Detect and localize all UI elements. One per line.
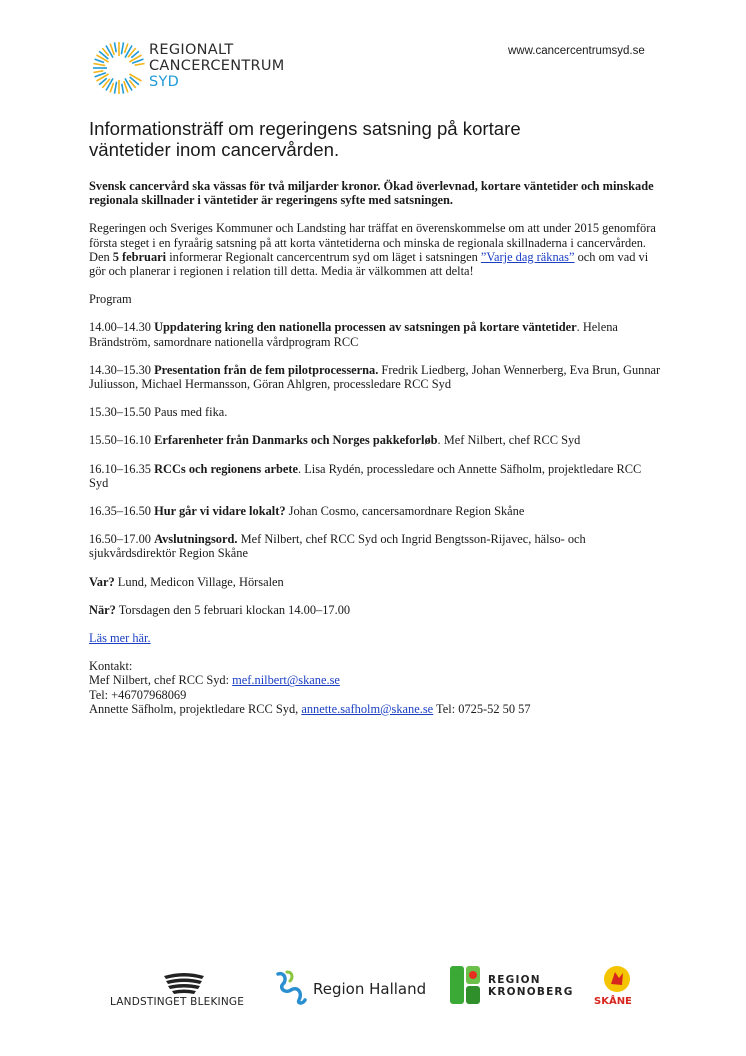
document-body [89, 118, 661, 716]
program-item [89, 433, 661, 447]
logo-text [149, 42, 285, 90]
program-list [89, 320, 661, 560]
halland-text: Region Halland [313, 980, 427, 998]
logo-ray [121, 42, 123, 54]
program-time: 16.10–16.35 [89, 461, 155, 476]
halland-wave-icon [275, 970, 309, 1006]
logo-ray [114, 42, 116, 52]
program-details: Johan Cosmo, cancersamordnare Region Skåne [285, 504, 525, 519]
program-item [89, 504, 661, 518]
kronoberg-text [488, 974, 574, 998]
program-heading: Program [89, 292, 132, 307]
intro-date: 5 februari [112, 249, 167, 264]
contact-line-2: Tel: +46707968069 [89, 687, 187, 702]
program-title: Erfarenheter från Danmarks och Norges pakkeforløb [154, 433, 438, 448]
intro-text-3: och om vad vi gör och planerar i regionen i relation till detta. Media är välkommen att delta! [89, 249, 649, 279]
logo-line-1: REGIONALT [149, 42, 234, 58]
kronoberg-line-1: REGION [488, 974, 541, 986]
program-title: RCCs och regionens arbete [154, 461, 299, 476]
rcc-sunburst-icon [89, 40, 145, 96]
logo-ray [124, 44, 127, 53]
skane-text: SKÅNE [594, 996, 632, 1007]
program-details: Mef Nilbert, chef RCC Syd och Ingrid Bengtsson-Rijavec, hälso- och sjukvårdsdirektör Region Skåne [89, 532, 586, 561]
blekinge-crown-icon [162, 972, 206, 994]
program-item [89, 405, 661, 419]
program-title: Hur går vi vidare lokalt? [154, 504, 286, 519]
rcc-syd-logo [89, 40, 289, 100]
read-more-link[interactable]: Läs mer här. [89, 631, 151, 646]
logo-line-3: SYD [149, 74, 180, 90]
program-details: Fredrik Liedberg, Johan Wennerberg, Eva Brun, Gunnar Juliusson, Michael Hermansson, Göran Ahlgren, processledare RCC Syd [89, 362, 661, 392]
page-title [89, 118, 661, 160]
website-url: www.cancercentrumsyd.se [508, 45, 645, 57]
intro-paragraph [89, 221, 661, 278]
landstinget-blekinge-logo [110, 972, 260, 1008]
program-item [89, 363, 661, 391]
program-details: . Lisa Rydén, processledare och Annette Säfholm, projektledare RCC Syd [89, 461, 642, 490]
program-time: 14.00–14.30 [89, 320, 155, 335]
program-details: Paus med fika. [154, 405, 228, 420]
when-line [89, 603, 661, 617]
contact-name-1: Mef Nilbert, chef RCC Syd: [89, 673, 233, 688]
varje-dag-raknas-link[interactable]: ”Varje dag räknas” [480, 249, 575, 264]
region-skane-logo [594, 964, 640, 1012]
logo-ray [135, 63, 145, 65]
logo-ray [114, 82, 116, 94]
program-item [89, 320, 661, 348]
program-time: 15.50–16.10 [89, 433, 155, 448]
logo-ray [110, 83, 113, 92]
blekinge-text: LANDSTINGET BLEKINGE [110, 996, 245, 1008]
contact-block [89, 659, 661, 716]
logo-ray [93, 63, 105, 65]
kronoberg-line-2: KRONOBERG [488, 986, 574, 998]
when-label: När? [89, 602, 116, 617]
logo-ray [93, 71, 103, 73]
logo-ray [122, 84, 124, 94]
title-line-1: Informationsträff om regeringens satsning på kortare [89, 118, 521, 139]
where-value: Lund, Medicon Village, Hörsalen [114, 574, 284, 589]
contact-line-1 [89, 673, 661, 687]
contact-name-2: Annette Säfholm, projektledare RCC Syd, [89, 701, 302, 716]
annette-email-link[interactable]: annette.safholm@skane.se [301, 701, 434, 716]
program-item [89, 462, 661, 490]
mef-email-link[interactable]: mef.nilbert@skane.se [232, 673, 340, 688]
intro-text-1: Regeringen och Sveriges Kommuner och Landsting har träffat en överenskommelse om att under 2015 genomföra första steget i en fyraårig satsning på att korta väntetiderna och minska de regionala skillnaderna i cancervården. Den [89, 221, 656, 264]
where-label: Var? [89, 574, 115, 589]
program-title: Presentation från de fem pilotprocesserna. [154, 362, 379, 377]
program-title: Avslutningsord. [154, 532, 238, 547]
logo-ray [95, 59, 104, 62]
logo-line-2: CANCERCENTRUM [149, 58, 285, 74]
program-time: 16.35–16.50 [89, 504, 155, 519]
skane-griffin-icon [602, 964, 632, 994]
when-value: Torsdagen den 5 februari klockan 14.00–17.00 [115, 602, 351, 617]
program-item [89, 532, 661, 560]
lead-paragraph: Svensk cancervård ska vässas för två miljarder kronor. Ökad överlevnad, kortare väntetider och minskade regionala skillnader i väntetider är regeringens syfte med satsningen. [89, 179, 654, 208]
program-time: 15.30–15.50 [89, 405, 155, 420]
program-time: 16.50–17.00 [89, 532, 155, 547]
program-title: Uppdatering kring den nationella processen av satsningen på kortare väntetider [154, 320, 577, 335]
intro-text-2: informerar Regionalt cancercentrum syd om läget i satsningen [166, 249, 481, 264]
region-halland-logo [275, 968, 445, 1008]
kronoberg-leaf-icon [450, 966, 482, 1006]
region-kronoberg-logo [450, 964, 580, 1008]
contact-tel-2: Tel: 0725-52 50 57 [433, 701, 531, 716]
contact-heading: Kontakt: [89, 659, 133, 674]
where-line [89, 575, 661, 589]
read-more-line [89, 631, 661, 645]
title-line-2: väntetider inom cancervården. [89, 139, 340, 160]
program-details: . Mef Nilbert, chef RCC Syd [437, 433, 581, 448]
program-details: . Helena Brändström, samordnare nationella vårdprogram RCC [89, 320, 618, 349]
footer-logos [110, 964, 640, 1014]
contact-line-3 [89, 702, 661, 716]
program-time: 14.30–15.30 [89, 362, 155, 377]
